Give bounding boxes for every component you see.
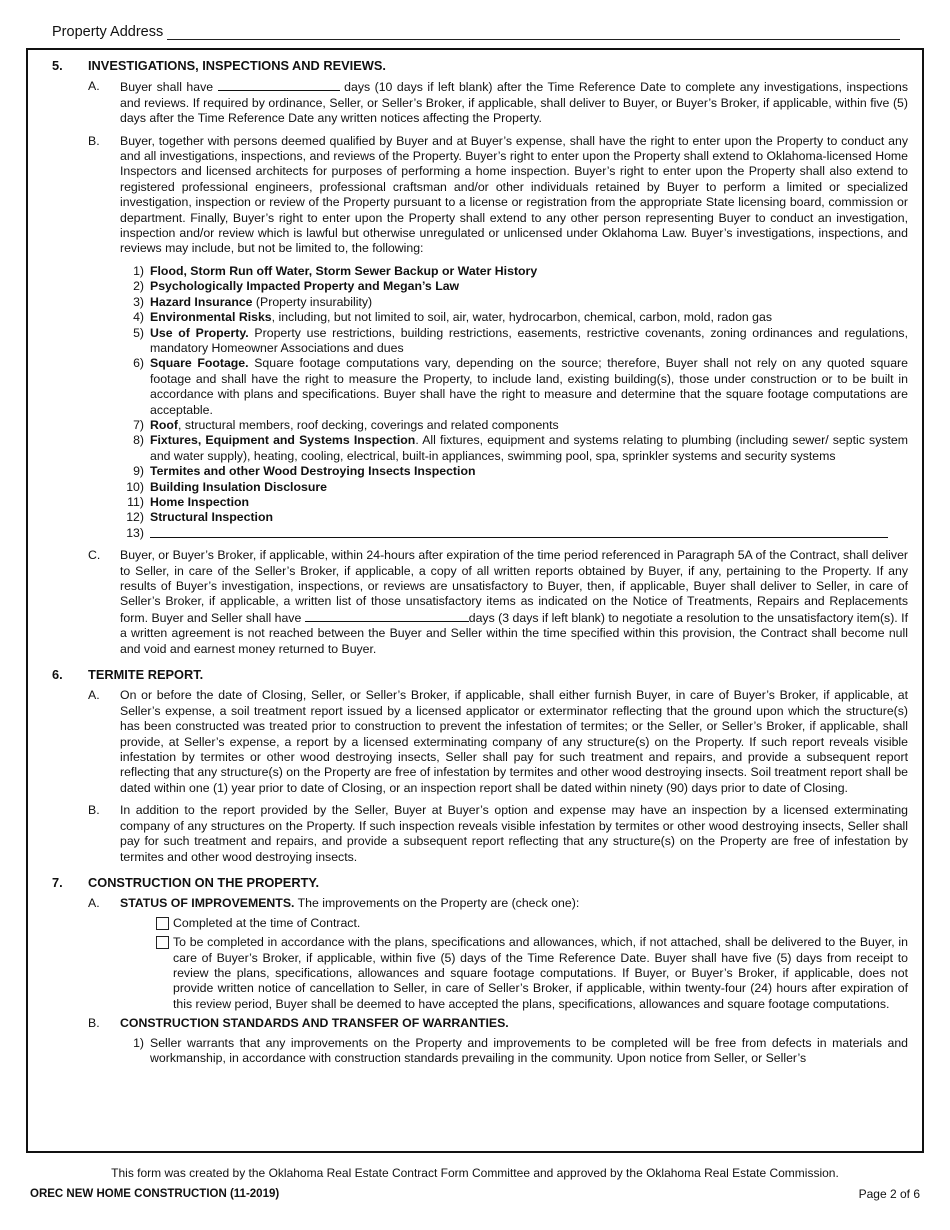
item-text — [150, 464, 908, 479]
property-address-row — [52, 24, 900, 40]
paragraph-7b — [88, 1016, 908, 1031]
section-6 — [52, 667, 908, 865]
list-item — [120, 495, 908, 510]
item-detail: (Property insurability) — [252, 294, 373, 309]
paragraph-5b — [88, 134, 908, 257]
item-number: 1) — [133, 263, 144, 278]
paragraph-6a — [88, 688, 908, 796]
paragraph-letter: A. — [88, 688, 100, 703]
section-5 — [52, 58, 908, 657]
section-title: INVESTIGATIONS, INSPECTIONS AND REVIEWS. — [88, 58, 386, 73]
item-text — [150, 526, 908, 542]
item-heading: Hazard Insurance — [150, 294, 253, 309]
paragraph-letter: C. — [88, 548, 101, 563]
item-heading: Environmental Risks — [150, 310, 272, 325]
item-number: 11) — [127, 494, 144, 509]
section-title: CONSTRUCTION ON THE PROPERTY. — [88, 874, 320, 890]
paragraph-letter: B. — [88, 1016, 100, 1031]
item-number: 7) — [133, 417, 144, 432]
option-label: To be completed in accordance with the plans, specifications and allowances, which, if not attached, shall be delivered to the Buyer, in care of Buyer’s Broker, if applicable, within five (5) days of the Time Reference Date. Buyer shall have five (5) days from receipt to review the plans, specifications, allowances and square footage computations. If Buyer, or Buyer’s Broker, if applicable, does not provide written notice of cancellation to Seller, in care of Seller’s Broker, if applicable, within twenty-four (24) hours after expiration of this review period, Buyer shall be deemed to have accepted the plans, specifications, allowances and square footage computations. — [173, 935, 908, 1011]
paragraph-text: In addition to the report provided by the Seller, Buyer at Buyer’s option and expense may have an inspection by a licensed exterminating company of any structures on the Property. If such inspection reveals visible infestation by termites or other wood destroying insects, Seller shall pay for such treatment and repairs, and provide a subsequent report reflecting that any structure(s) on the Property are free of infestation by termites and other wood destroying insects. — [120, 803, 908, 864]
item-heading: Building Insulation Disclosure — [150, 479, 327, 494]
item-number: 2) — [133, 279, 144, 294]
list-item — [120, 480, 908, 495]
item-number: 13) — [126, 525, 144, 540]
item-heading: Termites and other Wood Destroying Insects Inspection — [150, 464, 476, 479]
paragraph-5c — [88, 548, 908, 657]
list-item — [120, 1036, 908, 1067]
item-text — [150, 310, 908, 325]
item-number: 9) — [133, 464, 144, 479]
list-item — [120, 326, 908, 357]
option-completed — [156, 916, 908, 931]
paragraph-heading: STATUS OF IMPROVEMENTS. — [120, 896, 295, 911]
list-item — [120, 279, 908, 294]
item-text — [150, 356, 908, 418]
list-item — [120, 510, 908, 525]
item-text — [150, 326, 908, 357]
option-label: Completed at the time of Contract. — [173, 915, 361, 930]
custom-inspection-blank[interactable] — [150, 526, 888, 538]
list-item — [120, 433, 908, 464]
item-heading: Square Footage. — [150, 356, 249, 371]
property-address-label: Property Address — [52, 24, 164, 40]
list-item — [120, 418, 908, 433]
paragraph-text: days (10 days if left blank) after the Time Reference Date to complete any investigations, inspections and reviews. If required by ordinance, Seller, or Seller’s Broker, if applicable, shall deliver to Buyer, or Buyer’s Broker, if applicable, within five (5) days after the Time Reference Date any written notices affecting the Property. — [120, 80, 909, 126]
to-be-completed-checkbox[interactable] — [156, 936, 169, 949]
item-detail: . All fixtures, equipment and systems relating to plumbing (including sewer/ septic system and water supply), heating, cooling, electrical, built-in appliances, swimming pool, spa, sprinkler systems and security systems — [150, 433, 909, 463]
paragraph-6b — [88, 803, 908, 865]
item-text — [150, 264, 908, 279]
footer-note: This form was created by the Oklahoma Real Estate Contract Form Committee and approved by the Oklahoma Real Estate Commission. — [111, 1166, 839, 1180]
section-title: TERMITE REPORT. — [88, 667, 204, 683]
section-heading — [52, 667, 908, 682]
form-id: OREC NEW HOME CONSTRUCTION (11-2019) — [30, 1188, 280, 1200]
property-address-field[interactable] — [167, 25, 900, 40]
list-item — [120, 464, 908, 479]
item-detail: , including, but not limited to soil, air, water, hydrocarbon, chemical, carbon, mold, radon gas — [271, 310, 772, 325]
item-text — [150, 295, 908, 310]
paragraph-letter: B. — [88, 803, 100, 818]
item-text: Seller warrants that any improvements on the Property and improvements to be completed will be free from defects in materials and workmanship, in accordance with construction standards prevailing in the community. Upon notice from Seller, or Seller’s — [150, 1035, 908, 1065]
paragraph-heading: CONSTRUCTION STANDARDS AND TRANSFER OF WARRANTIES. — [120, 1016, 509, 1031]
item-number: 5) — [133, 325, 144, 340]
paragraph-text: days (3 days if left blank) to negotiate a resolution to the unsatisfactory item(s). If a written agreement is not reached between the Buyer and Seller within the time specified within this provision, the Contract shall become null and void and earnest money returned to Buyer. — [120, 610, 908, 656]
item-heading: Use of Property. — [150, 325, 249, 340]
item-text — [150, 480, 908, 495]
paragraph-text: Buyer shall have — [120, 80, 214, 95]
days-blank-5a[interactable] — [218, 79, 340, 91]
days-blank-5c[interactable] — [305, 610, 469, 622]
item-heading: Roof — [150, 417, 178, 432]
paragraph-text: Buyer, or Buyer’s Broker, if applicable, within 24-hours after expiration of the time period referenced in Paragraph 5A of the Contract, shall deliver to Seller, in care of the Seller’s Broker, if applicable, a copy of all written reports obtained by Buyer, if any, pertaining to the Property. If any results of Buyer’s investigation, inspections, or reviews are unsatisfactory to Buyer, then, if applicable, Buyer shall deliver to Seller, in care of Seller’s Broker, if applicable, a written list of those unsatisfactory items as indicated on the Notice of Treatments, Repairs and Replacements form. Buyer and Seller shall have — [120, 548, 908, 625]
item-number: 3) — [133, 294, 144, 309]
item-number: 8) — [133, 433, 144, 448]
item-number: 4) — [133, 310, 144, 325]
item-heading: Fixtures, Equipment and Systems Inspection — [150, 433, 416, 448]
item-text — [150, 418, 908, 433]
paragraph-text: Buyer, together with persons deemed qualified by Buyer and at Buyer’s expense, shall have the right to enter upon the Property to conduct any and all investigations, inspections, and reviews of the Property. Buyer’s right to enter upon the Property shall extend to Oklahoma-licensed Home Inspectors and licensed architects for purposes of performing a home inspection. Buyer’s right to enter upon the Property shall also extend to registered professional engineers, professional craftsman and/or other individuals retained by Buyer to perform a limited or specialized investigation, inspection or review of the Property pursuant to a license or registration from the appropriate State licensing board, commission or department. Finally, Buyer’s right to enter upon the Property shall extend to any other person representing Buyer to conduct an investigation, inspection and/or review which is lawful but otherwise unregulated or unlicensed under Oklahoma Law. Buyer’s investigations, inspections, and reviews may include, but not be limited to, the following: — [120, 133, 908, 256]
item-heading: Structural Inspection — [150, 510, 273, 525]
item-heading: Home Inspection — [150, 494, 250, 509]
form-frame — [26, 48, 924, 1153]
section-heading — [52, 875, 908, 890]
paragraph-text: On or before the date of Closing, Seller, or Seller’s Broker, if applicable, shall either furnish Buyer, in care of Buyer’s Broker, if applicable, at Seller’s expense, a soil treatment report issued by a licensed applicator or exterminator reflecting that the ground upon which the structure(s) has been constructed was treated prior to construction to prevent the infestation of termites; or the Seller, or Seller’s Broker, if applicable, shall provide, at Seller’s expense, a report by a licensed exterminating company of any structure(s) on the Property. If such report reveals visible infestation by termites or other wood destroying insects, Seller shall pay for such treatment and repairs, and provide a subsequent report reflecting that any structure(s) on the Property are free of infestation by termites and other wood destroying insects. Soil treatment report shall be dated within one (1) year prior to date of Closing, or an inspection report shall be dated within ninety (90) days prior to date of Closing. — [120, 688, 908, 795]
item-number: 10) — [126, 479, 144, 494]
list-item — [120, 264, 908, 279]
section-number: 7. — [52, 874, 63, 890]
paragraph-letter: A. — [88, 79, 100, 94]
item-detail: Square footage computations vary, depending on the source; therefore, Buyer shall not rely on any quoted square footage and shall have the right to measure the Property, to include land, existing building(s), those under construction or to be built in accordance with plans and specifications. Buyer shall have the right to measure and determine that the square footage computations are acceptable. — [150, 356, 908, 417]
inspection-list — [120, 264, 908, 542]
paragraph-5a — [88, 79, 908, 126]
item-number: 6) — [133, 356, 144, 371]
paragraph-7a — [88, 896, 908, 911]
section-heading — [52, 58, 908, 73]
list-item — [120, 526, 908, 542]
item-heading: Flood, Storm Run off Water, Storm Sewer Backup or Water History — [150, 263, 538, 278]
section-number: 5. — [52, 58, 63, 73]
item-number: 12) — [126, 510, 144, 525]
section-number: 6. — [52, 667, 63, 683]
section-7 — [52, 875, 908, 1066]
item-text — [150, 433, 908, 464]
paragraph-text: The improvements on the Property are (check one): — [294, 896, 580, 911]
item-text — [150, 495, 908, 510]
item-text — [150, 510, 908, 525]
item-heading: Psychologically Impacted Property and Megan’s Law — [150, 279, 460, 294]
item-text — [150, 279, 908, 294]
paragraph-letter: B. — [88, 133, 100, 148]
paragraph-letter: A. — [88, 896, 100, 911]
list-item — [120, 356, 908, 418]
warranty-list — [120, 1036, 908, 1067]
item-number: 1) — [133, 1035, 144, 1050]
list-item — [120, 295, 908, 310]
item-detail: Property use restrictions, building restrictions, easements, restrictive covenants, zoning ordinances and regulations, mandatory Homeowner Associations and dues — [150, 325, 908, 355]
option-to-be-completed — [156, 935, 908, 1012]
page-number: Page 2 of 6 — [858, 1187, 920, 1201]
list-item — [120, 310, 908, 325]
completed-checkbox[interactable] — [156, 917, 169, 930]
item-detail: , structural members, roof decking, coverings and related components — [178, 417, 559, 432]
